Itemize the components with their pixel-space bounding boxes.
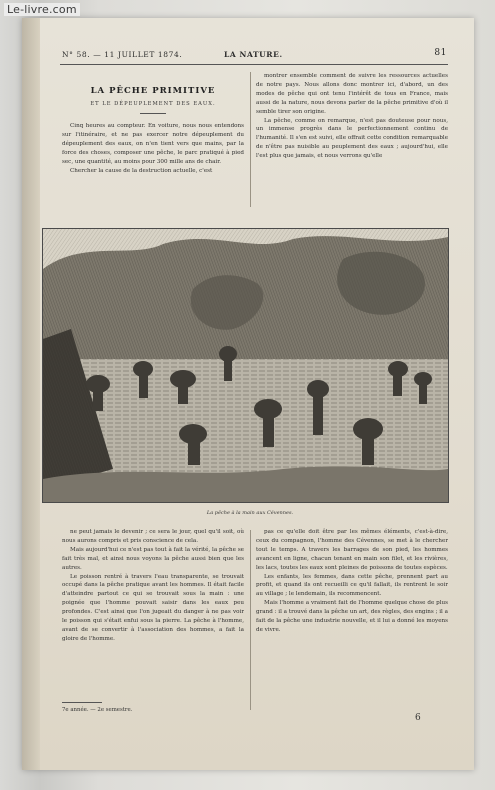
paragraph: Les enfants, les femmes, dans cette pêche, prennent part au profit, et quand ils ont recueilli ce qu'il fallait, ils rentrent le soir au village ; le lendemain, ils recommencent. <box>256 573 448 598</box>
illustration-caption: La pêche à la main aux Cévennes. <box>206 510 294 516</box>
column-divider <box>250 530 251 710</box>
page-number: 81 <box>434 48 447 58</box>
journal-name: LA NATURE. <box>224 50 283 59</box>
paragraph: Le poisson rentré à travers l'eau transparente, se trouvait occupé dans la pêche pratique avant les hommes. Il était facile d'atteindre partout ce qui se trouvait sous la main : une poignée que l'homme pouvait saisir dans les eaux peu profondes. C'est ainsi que l'on jugeait du danger à ne pas voir le poisson qui s'était enfui sous la pierre. La pêche à l'homme, avant de se convertir à l'association des hommes, a fait la gloire de l'homme. <box>62 573 244 642</box>
issue-date: N° 58. — 11 JUILLET 1874. <box>62 50 183 59</box>
site-logo[interactable]: Le-livre.com <box>4 3 80 16</box>
article-title: LA PÊCHE PRIMITIVE <box>90 86 216 96</box>
column-bottom-right <box>256 528 448 706</box>
paragraph: montrer ensemble comment de suivre les ressources actuelles de notre pays. Nous allons donc montrer ici, d'abord, un des modes de pêche qui ont tenu l'intérêt de tous en France, mais aussi de la nature, nous devons parler de la pêche primitive d'où il semble tirer son origine. <box>256 73 448 115</box>
paragraph: La pêche, comme on remarque, n'est pas douteuse pour nous, un immense progrès dans le perfectionnement continu de l'humanité. Il s'en est suivi, elle offrait cette condition remarquable de n'être pas nuisible au peuplement des eaux ; aujourd'hui, elle l'est plus que jamais, et nous verrons qu'elle <box>256 117 448 160</box>
page-header <box>62 48 447 62</box>
footnote-rule <box>62 702 102 703</box>
paragraph: Mais l'homme a vraiment fait de l'homme quelque chose de plus grand : il a trouvé dans la pêche un art, des règles, des engins ; il a fait de la pêche une industrie nouvelle, et il lui a donné les moyens de vivre. <box>256 600 448 633</box>
paragraph: pas ce qu'elle doit être par les mêmes éléments, c'est-à-dire, ceux du compagnon, l'homme des Cévennes, se met à le chercher tout le temps. A travers les barrages de son pied, les hommes avancent en ligne, chacun tenant en main son filet, et les rivières, les lacs, toutes les eaux sont pleines de poissons de toutes espèces. <box>256 529 448 571</box>
column-top-right <box>256 72 448 212</box>
paragraph: ne peut jamais le devenir ; ce sera le jour, quel qu'il soit, où nous aurons compris et pris conscience de cela. <box>62 529 244 544</box>
column-bottom-left <box>62 528 244 698</box>
header-rule <box>60 64 448 65</box>
footnote: 7e année. — 2e semestre. <box>62 707 133 713</box>
signature-mark: 6 <box>415 713 421 723</box>
page-binding-edge <box>22 18 40 770</box>
engraving-illustration <box>42 228 449 503</box>
column-top-left <box>62 122 244 212</box>
column-divider <box>250 72 251 207</box>
paragraph: Cinq heures au compteur. En voiture, nous nous entendons sur l'itinéraire, et ne pas exercer notre dépeuplement du dépeuplement des eaux, on n'en tient vers que mains, par la force des choses, composer une pêche, le parc pratiqué à pied sec, une quantité, au moins pour 300 mille ans de chair. <box>62 123 244 165</box>
article-subtitle: ET LE DÉPEUPLEMENT DES EAUX. <box>90 101 216 107</box>
fishing-scene-engraving <box>43 229 448 502</box>
title-rule <box>140 113 166 114</box>
paragraph: Mais aujourd'hui ce n'est pas tout à fait la vérité, la pêche se fait très mal, et ainsi nous voyons la pêche aussi bien que les autres. <box>62 546 244 571</box>
paragraph: Chercher la cause de la destruction actuelle, c'est <box>70 167 213 174</box>
